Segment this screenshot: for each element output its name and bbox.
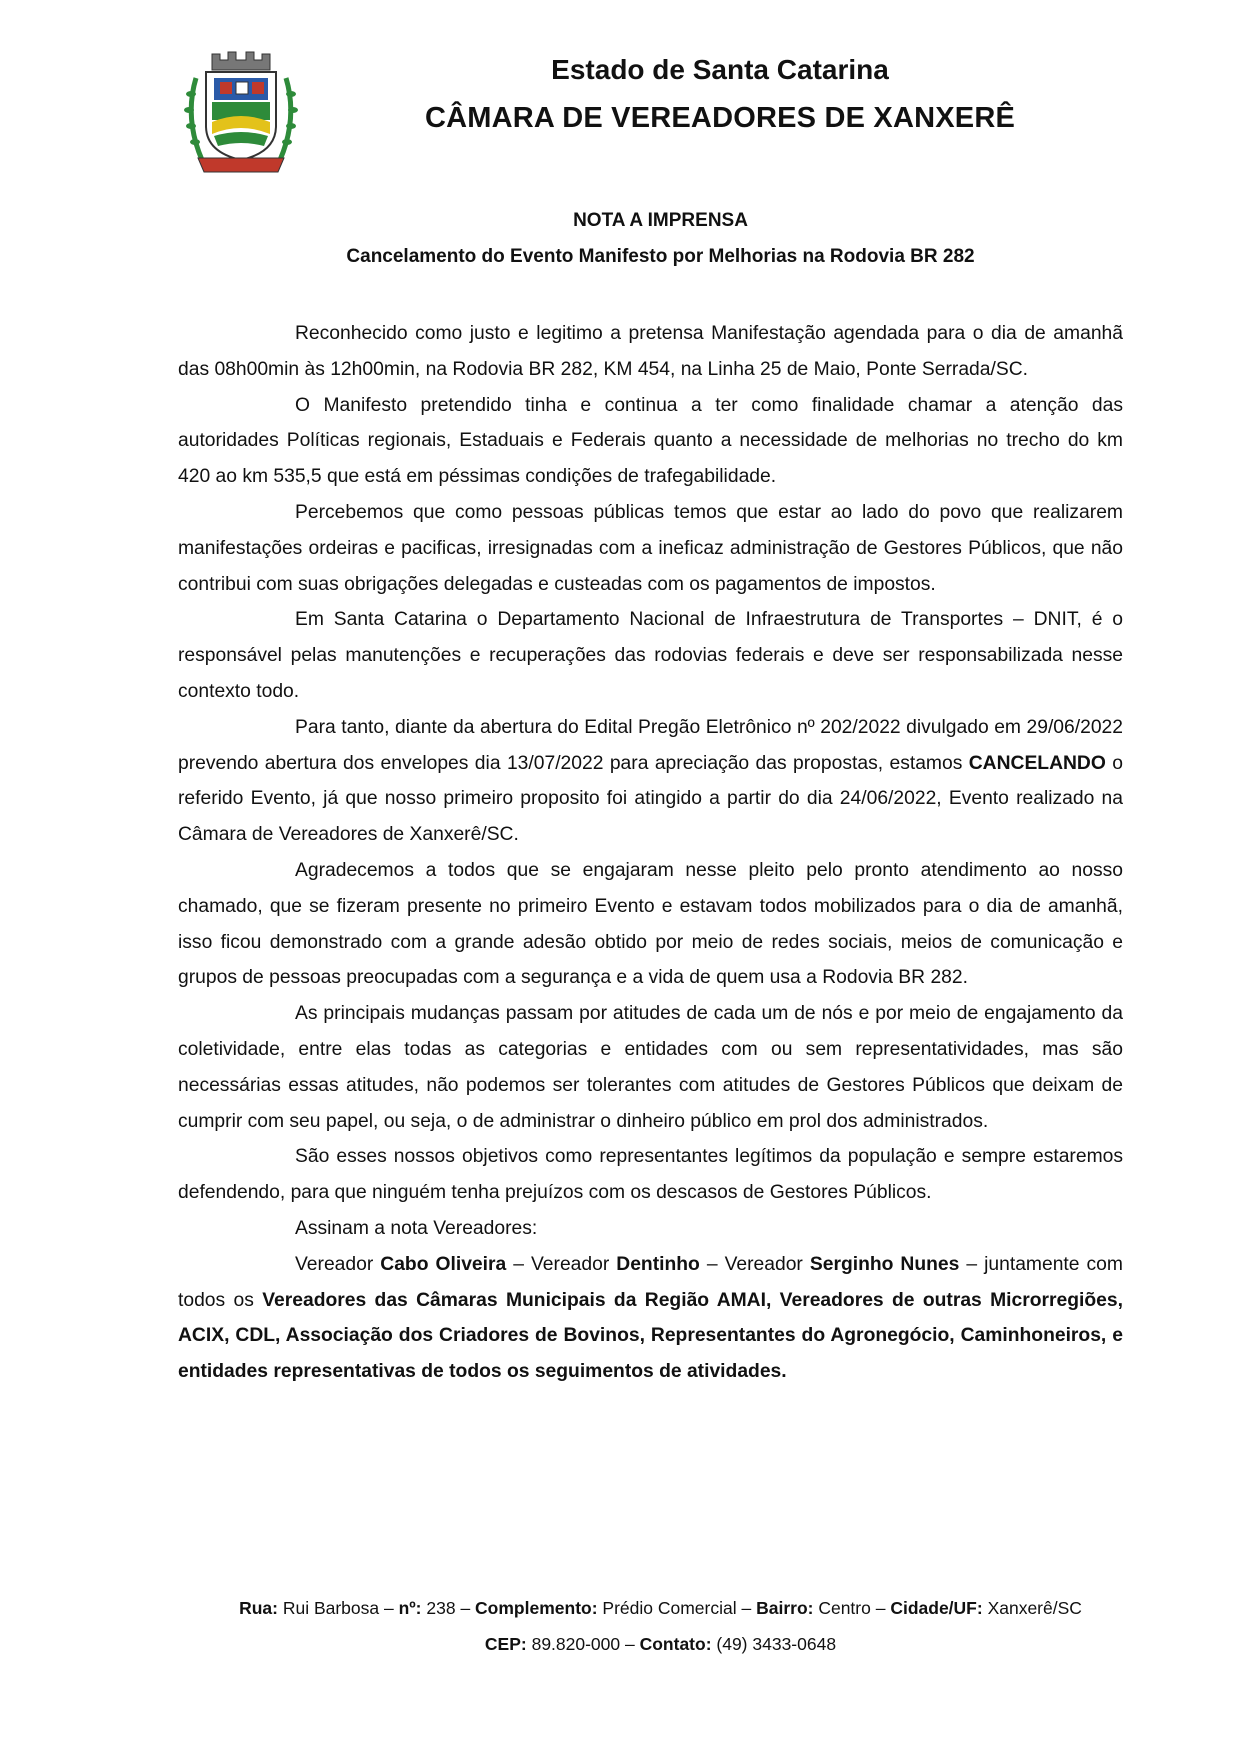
paragraph: Assinam a nota Vereadores: xyxy=(295,1217,538,1239)
document-title: NOTA A IMPRENSA xyxy=(573,210,748,231)
footer-label: CEP: xyxy=(484,1634,527,1654)
footer-label: Bairro: xyxy=(756,1598,814,1618)
paragraph: Percebemos que como pessoas públicas temos que estar ao lado do povo que realizarem manifestações ordeiras e pacificas, irresignadas com a ineficaz administração de Gestores Públicos, que não contribui com suas obrigações delegadas e custeadas com os pagamentos de impostos. xyxy=(178,501,1123,595)
paragraph: As principais mudanças passam por atitudes de cada um de nós e por meio de engajamento da coletividade, entre elas todas as categorias e entidades com ou sem representatividades, mas são necessárias essas atitudes, não podemos ser tolerantes com atitudes de Gestores Públicos que deixam de cumprir com seu papel, ou seja, o de administrar o dinheiro público em prol dos administrados. xyxy=(178,1003,1123,1132)
footer-label: Rua: xyxy=(239,1598,278,1618)
chamber-name: CÂMARA DE VEREADORES DE XANXERÊ xyxy=(424,102,1016,134)
cancel-emphasis: CANCELANDO xyxy=(968,752,1106,774)
paragraph: Em Santa Catarina o Departamento Nacional de Infraestrutura de Transportes – DNIT, é o responsável pelas manutenções e recuperações das rodovias federais e deve ser responsabilizada nesse contexto todo. xyxy=(178,609,1123,702)
footer-value: 89.820-000 – xyxy=(526,1634,640,1654)
paragraph xyxy=(178,710,1123,853)
document-subject: Cancelamento do Evento Manifesto por Melhorias na Rodovia BR 282 xyxy=(346,246,975,267)
paragraph-text: – juntamente com todos os xyxy=(178,1253,1123,1311)
footer-label: Contato: xyxy=(639,1634,712,1654)
footer-value: 238 – xyxy=(421,1598,476,1618)
footer-value: Prédio Comercial – xyxy=(597,1598,757,1618)
paragraph: Agradecemos a todos que se engajaram nesse pleito pelo pronto atendimento ao nosso chamado, que se fizeram presente no primeiro Evento e estavam todos mobilizados para o dia de amanhã, isso ficou demonstrado com a grande adesão obtido por meio de redes sociais, meios de comunicação e grupos de pessoas preocupadas com a segurança e a vida de quem usa a Rodovia BR 282. xyxy=(178,859,1123,989)
paragraph-text: Vereador xyxy=(295,1253,381,1275)
footer-contact xyxy=(160,1634,1161,1655)
paragraph-text: – Vereador xyxy=(506,1253,617,1275)
footer-value: Centro – xyxy=(813,1598,891,1618)
signatories-paragraph xyxy=(178,1247,1123,1390)
signatory-name: Cabo Oliveira xyxy=(380,1253,507,1275)
footer-label: Complemento: xyxy=(475,1598,598,1618)
footer-value: (49) 3433-0648 xyxy=(711,1634,837,1654)
paragraph: São esses nossos objetivos como representantes legítimos da população e sempre estaremos defendendo, para que ninguém tenha prejuízos com os descasos de Gestores Públicos. xyxy=(178,1146,1123,1204)
signatory-groups: Vereadores das Câmaras Municipais da Região AMAI, Vereadores de outras Microrregiões, ACIX, CDL, Associação dos Criadores de Bovinos, Representantes do Agronegócio, Caminhoneiros, e entidades representativas de todos os seguimentos de atividades. xyxy=(178,1289,1123,1383)
document-body xyxy=(178,316,1123,1390)
paragraph-text: o referido Evento, já que nosso primeiro proposito foi atingido a partir do dia 24/06/2022, Evento realizado na Câmara de Vereadores de Xanxerê/SC. xyxy=(178,752,1123,846)
paragraph-text: Para tanto, diante da abertura do Edital Pregão Eletrônico nº 202/2022 divulgado em 29/06/2022 prevendo abertura dos envelopes dia 13/07/2022 para apreciação das propostas, estamos xyxy=(178,716,1123,774)
paragraph: O Manifesto pretendido tinha e continua a ter como finalidade chamar a atenção das autoridades Políticas regionais, Estaduais e Federais quanto a necessidade de melhorias no trecho do km 420 ao km 535,5 que está em péssimas condições de trafegabilidade. xyxy=(178,394,1123,488)
footer-label: Cidade/UF: xyxy=(890,1598,983,1618)
signatory-name: Serginho Nunes xyxy=(809,1253,960,1275)
footer-value: Xanxerê/SC xyxy=(982,1598,1082,1618)
footer-label: nº: xyxy=(398,1598,422,1618)
paragraph: Reconhecido como justo e legitimo a pretensa Manifestação agendada para o dia de amanhã das 08h00min às 12h00min, na Rodovia BR 282, KM 454, na Linha 25 de Maio, Ponte Serrada/SC. xyxy=(178,323,1123,380)
footer-value: Rui Barbosa – xyxy=(277,1598,399,1618)
footer-address xyxy=(160,1598,1161,1619)
coat-of-arms-icon xyxy=(182,48,300,176)
paragraph-text: – Vereador xyxy=(699,1253,810,1275)
state-name: Estado de Santa Catarina xyxy=(551,54,889,85)
signatory-name: Dentinho xyxy=(616,1253,700,1275)
